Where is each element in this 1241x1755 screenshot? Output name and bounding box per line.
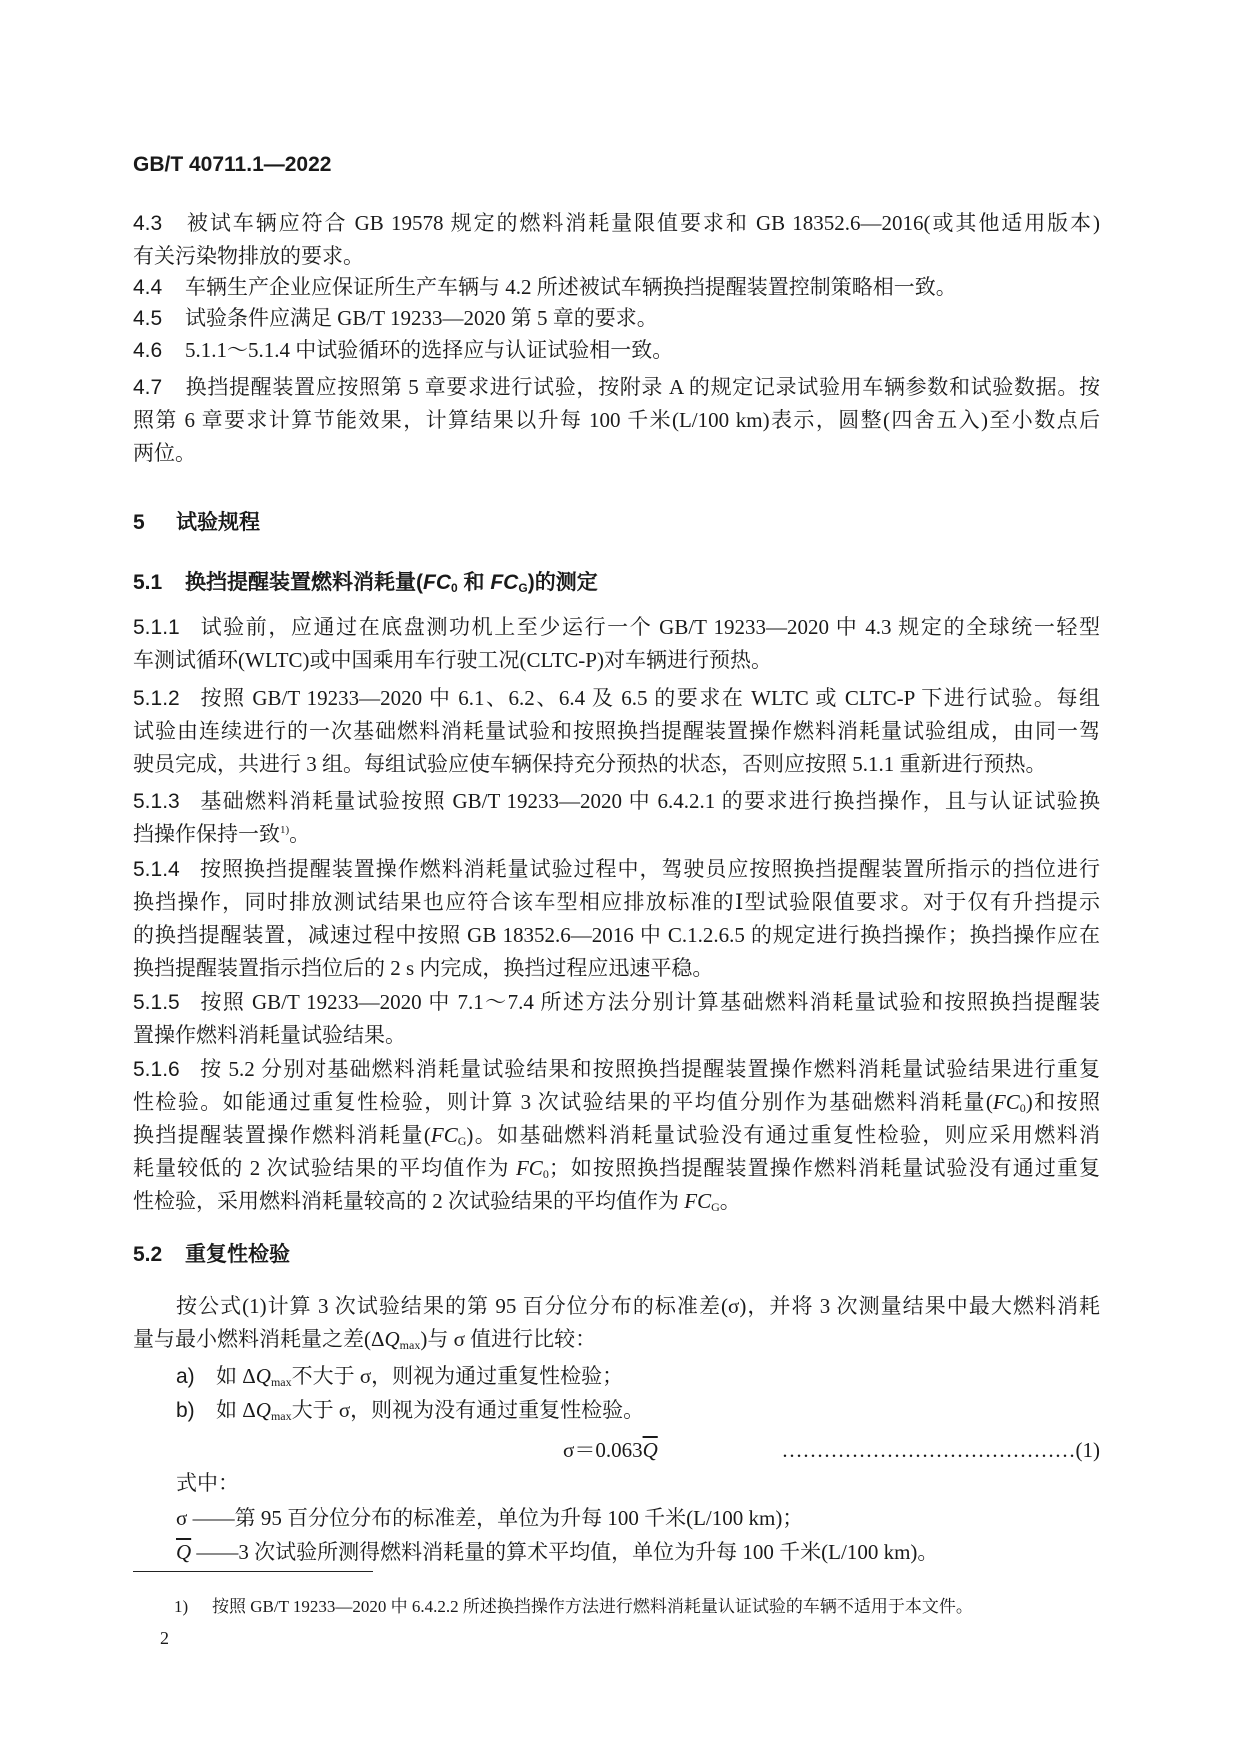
definition: ——第 95 百分位分布的标准差，单位为升每 100 千米(L/100 km)；: [192, 1506, 804, 1530]
formula-expression: $\sigma=0.063\overline{Q}$: [563, 1438, 658, 1462]
subscript: G: [457, 1134, 467, 1148]
formula-number: ……………………………………(1): [781, 1438, 1100, 1462]
subscript: 0: [1019, 1101, 1026, 1115]
text-line: 试验由连续进行的一次基础燃料消耗量试验和按照换挡提醒装置操作燃料消耗量试验组成，由同一驾: [133, 719, 1100, 743]
text-line: 性检验，采用燃料消耗量较高的 2 次试验结果的平均值作为 $FC_G$。: [133, 1189, 741, 1214]
text-line: 两位。: [133, 441, 196, 465]
formula-1: [133, 1434, 1100, 1467]
clause-number: 5.1.4: [133, 858, 180, 881]
text-line: [133, 682, 1100, 715]
text-line: 的换挡提醒装置，减速过程中按照 GB 18352.6—2016 中 C.1.2.6.5 的规定进行换挡操作；换挡操作应在: [133, 923, 1100, 947]
clause-number: 5.1.5: [133, 991, 180, 1014]
symbol: [176, 1540, 191, 1564]
text-line: 照第 6 章要求计算节能效果，计算结果以升每 100 千米(L/100 km)表示，圆整(四舍五入)至小数点后: [133, 408, 1100, 432]
definition: ——3 次试验所测得燃料消耗量的算术平均值，单位为升每 100 千米(L/100 km)。: [196, 1540, 939, 1564]
clause-text: 基础燃料消耗量试验按照 GB/T 19233—2020 中 6.4.2.1 的要求进行换挡操作，且与认证试验换: [199, 789, 1100, 813]
text-line: 有关污染物排放的要求。: [133, 244, 364, 268]
text-line: 耗量较低的 2 次试验结果的平均值作为 $FC_0$；如按照换挡提醒装置操作燃料消耗量试验没有通过重复: [133, 1156, 1100, 1181]
clause-5-1-2: [133, 682, 1100, 781]
subscript: 0: [451, 581, 458, 595]
clause-number: 5.1.1: [133, 616, 180, 639]
repeatability-paragraph: [133, 1290, 1100, 1356]
clause-number: 5.1.2: [133, 687, 180, 710]
text-line: 性检验。如能通过重复性检验，则计算 3 次试验结果的平均值分别作为基础燃料消耗量$(FC_0)$和按照: [133, 1090, 1100, 1115]
clause-number: 5.1.3: [133, 790, 180, 813]
section-5-1-heading: [133, 566, 1100, 599]
standard-number-header: GB/T 40711.1—2022: [133, 153, 332, 176]
text-line: 换挡提醒装置操作燃料消耗量$(FC_G)$。如基础燃料消耗量试验没有通过重复性检验，则应采用燃料消: [133, 1123, 1100, 1148]
text-line: [133, 986, 1100, 1019]
list-item-a: [133, 1360, 1143, 1393]
clause-4-6: [133, 334, 1100, 367]
footnote-ref: 1): [280, 824, 290, 836]
list-text: 如 $\Delta Q_{max}$不大于 σ，则视为通过重复性检验；: [216, 1364, 624, 1389]
clause-text: 按照 GB/T 19233—2020 中 7.1～7.4 所述方法分别计算基础燃料消耗量试验和按照换挡提醒装: [199, 990, 1100, 1014]
list-marker: b): [176, 1399, 195, 1422]
clause-number: 4.6: [133, 339, 163, 362]
math-symbol: $\overline{Q}$: [642, 1438, 658, 1462]
clause-number: 4.7: [133, 376, 163, 399]
math-symbol: FC: [430, 1123, 458, 1147]
text-line: 驶员完成，共进行 3 组。每组试验应使车辆保持充分预热的状态，否则应按照 5.1.1 重新进行预热。: [133, 752, 1047, 776]
subscript: max: [270, 1375, 292, 1389]
text-line: [133, 1053, 1100, 1086]
text-line: [133, 334, 1100, 367]
clause-text: 换挡提醒装置应按照第 5 章要求进行试验，按附录 A 的规定记录试验用车辆参数和试验数据。按: [185, 375, 1100, 399]
subscript: 0: [542, 1167, 549, 1181]
clause-5-1-3: [133, 785, 1100, 851]
clause-text: 按 5.2 分别对基础燃料消耗量试验结果和按照换挡提醒装置操作燃料消耗量试验结果进行重复: [199, 1057, 1100, 1081]
section-title: 重复性检验: [185, 1243, 290, 1266]
clause-4-7: [133, 371, 1100, 470]
clause-text: 按照换挡提醒装置操作燃料消耗量试验过程中，驾驶员应按照换挡提醒装置所指示的挡位进行: [199, 857, 1100, 881]
text-line: 量与最小燃料消耗量之差$(\Delta Q_{max})$与 σ 值进行比较：: [133, 1327, 597, 1352]
section-number: 5.1: [133, 571, 163, 594]
math-symbol: Q: [255, 1364, 271, 1388]
math-symbol: $\overline{Q}$: [176, 1540, 192, 1564]
subscript: G: [518, 581, 528, 595]
math-symbol: FC: [684, 1189, 712, 1213]
subscript: max: [270, 1409, 292, 1423]
where-item-qbar: [133, 1536, 1143, 1569]
text-line: 置操作燃料消耗量试验结果。: [133, 1023, 406, 1047]
text-line: 按公式(1)计算 3 次试验结果的第 95 百分位分布的标准差(σ)，并将 3 次测量结果中最大燃料消耗: [176, 1294, 1100, 1318]
text-line: [133, 785, 1100, 818]
symbol: σ: [176, 1506, 188, 1530]
section-number: 5.2: [133, 1243, 163, 1266]
subscript: max: [399, 1338, 421, 1352]
footnote-text: 按照 GB/T 19233—2020 中 6.4.2.2 所述换挡操作方法进行燃料消耗量认证试验的车辆不适用于本文件。: [212, 1597, 973, 1616]
clause-number: 4.5: [133, 307, 163, 330]
text-line: 换挡操作，同时排放测试结果也应符合该车型相应排放标准的Ⅰ型试验限值要求。对于仅有升挡提示: [133, 890, 1100, 914]
page-number: 2: [160, 1628, 169, 1648]
math-symbol: FC: [515, 1156, 543, 1180]
text-line: [133, 611, 1100, 644]
text-line: [133, 271, 1100, 304]
math-symbol: FC: [992, 1090, 1020, 1114]
clause-text: 试验条件应满足 GB/T 19233—2020 第 5 章的要求。: [185, 306, 658, 330]
text-line: [133, 371, 1100, 404]
section-5-heading: [133, 506, 1100, 539]
math-symbol: FC: [490, 571, 519, 594]
clause-number: 5.1.6: [133, 1058, 180, 1081]
subscript: G: [711, 1200, 720, 1214]
section-title: 换挡提醒装置燃料消耗量($FC_0$ 和 $FC_G$)的测定: [185, 571, 598, 595]
section-title: 试验规程: [176, 511, 260, 534]
clause-number: 4.3: [133, 212, 163, 235]
clause-text: 试验前，应通过在底盘测功机上至少运行一个 GB/T 19233—2020 中 4.3 规定的全球统一轻型: [199, 615, 1100, 639]
section-5-2-heading: [133, 1238, 1100, 1271]
math-symbol: FC: [423, 571, 451, 594]
clause-5-1-5: [133, 986, 1100, 1052]
list-marker: a): [176, 1365, 195, 1388]
clause-5-1-4: [133, 853, 1100, 985]
footnote-1: [174, 1590, 1141, 1623]
clause-text: 被试车辆应符合 GB 19578 规定的燃料消耗量限值要求和 GB 18352.6—2016(或其他适用版本): [185, 211, 1100, 235]
clause-4-4: [133, 271, 1100, 304]
list-text: 如 $\Delta Q_{max}$大于 σ，则视为没有通过重复性检验。: [216, 1398, 645, 1423]
clause-5-1-6: [133, 1053, 1100, 1218]
clause-text: 车辆生产企业应保证所生产车辆与 4.2 所述被试车辆换挡提醒装置控制策略相一致。: [185, 275, 957, 299]
section-number: 5: [133, 511, 145, 534]
clause-text: 5.1.1～5.1.4 中试验循环的选择应与认证试验相一致。: [185, 338, 674, 362]
text-line: 换挡提醒装置指示挡位后的 2 s 内完成，换挡过程应迅速平稳。: [133, 956, 714, 980]
footnote-divider: [133, 1571, 373, 1572]
math-symbol: Q: [384, 1327, 400, 1351]
text-line: 挡操作保持一致$^{1)}$。: [133, 822, 311, 846]
text-line: [133, 853, 1100, 886]
clause-number: 4.4: [133, 276, 163, 299]
where-label: 式中：: [176, 1471, 239, 1495]
footnote-marker: 1): [174, 1597, 189, 1616]
text-line: [133, 207, 1100, 240]
clause-4-3: [133, 207, 1100, 273]
clause-5-1-1: [133, 611, 1100, 677]
where-item-sigma: [133, 1502, 1143, 1535]
clause-4-5: [133, 302, 1100, 335]
math-symbol: Q: [255, 1398, 271, 1422]
text-line: [133, 302, 1100, 335]
list-item-b: [133, 1394, 1143, 1427]
text-line: 车测试循环(WLTC)或中国乘用车行驶工况(CLTC-P)对车辆进行预热。: [133, 648, 772, 672]
clause-text: 按照 GB/T 19233—2020 中 6.1、6.2、6.4 及 6.5 的要求在 WLTC 或 CLTC-P 下进行试验。每组: [199, 686, 1100, 710]
